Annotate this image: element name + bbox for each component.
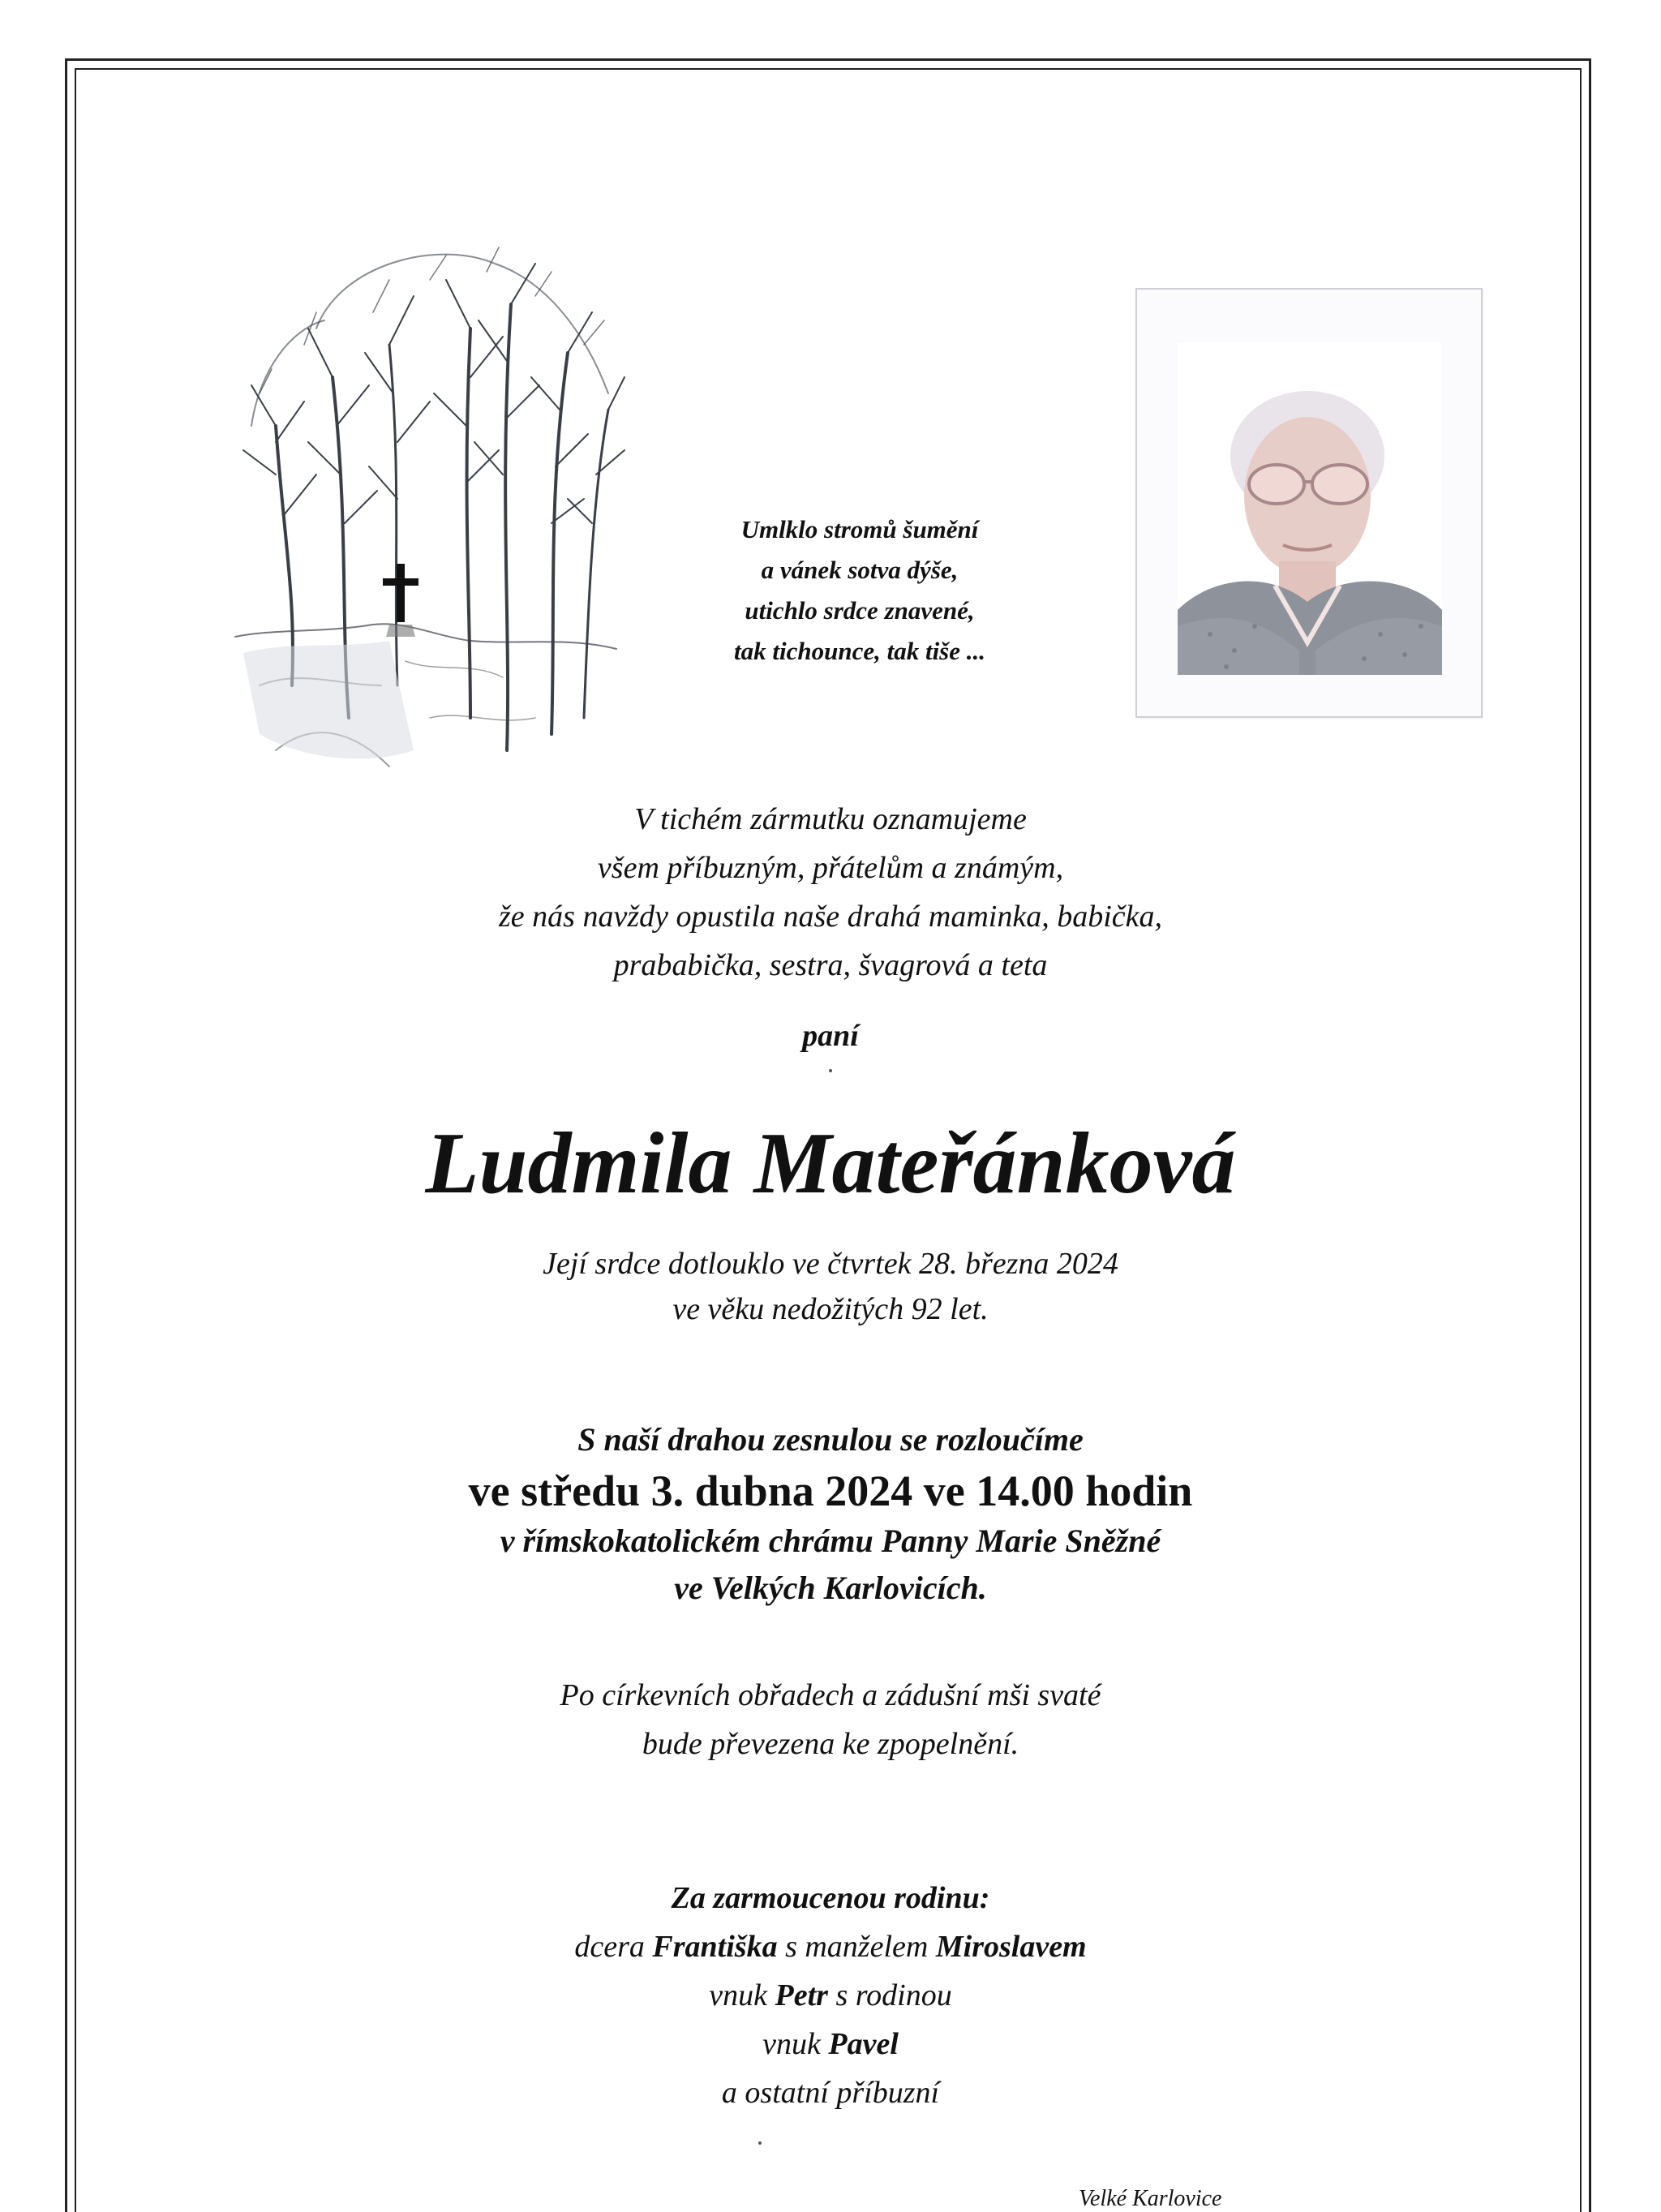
ceremony-info [0, 1415, 1661, 1612]
family-signature [0, 1874, 1661, 2117]
poem-line: Umlklo stromů šumění [740, 515, 979, 543]
family-line-daughter: dcera Františka s manželem Miroslavem [574, 1930, 1087, 1964]
after-ceremony [0, 1671, 1661, 1768]
dot-mark [829, 1069, 832, 1072]
poem-line: a vánek sotva dýše, [761, 556, 959, 584]
cross-icon [383, 564, 418, 622]
after-line: bude převezena ke zpopelnění. [642, 1727, 1019, 1761]
ceremony-venue: v římskokatolickém chrámu Panny Marie Sněžné [500, 1523, 1161, 1559]
dot-mark [758, 2141, 762, 2145]
family-line-grandson: vnuk Pavel [762, 2027, 899, 2061]
family-line-relatives: a ostatní příbuzní [721, 2076, 940, 2110]
announcement-line: prababička, sestra, švagrová a teta [613, 948, 1048, 982]
death-line: Její srdce dotlouklo ve čtvrtek 28. března 2024 [543, 1247, 1118, 1281]
ceremony-town: ve Velkých Karlovicích. [674, 1570, 987, 1606]
poem [633, 509, 1087, 672]
trees-cross-illustration [227, 231, 633, 799]
announcement-line: že nás navždy opustila naše drahá maminka, babička, [499, 900, 1162, 934]
announcement [0, 795, 1661, 990]
portrait-frame [1135, 288, 1483, 718]
poem-line: tak tichounce, tak tiše ... [734, 637, 985, 665]
ceremony-intro: S naší drahou zesnulou se rozloučíme [577, 1421, 1084, 1458]
portrait-photo [1178, 342, 1442, 675]
death-info [0, 1241, 1661, 1332]
ceremony-datetime: ve středu 3. dubna 2024 ve 14.00 hodin [468, 1467, 1193, 1515]
family-heading: Za zarmoucenou rodinu: [671, 1881, 990, 1915]
place-name: Velké Karlovice [1079, 2186, 1222, 2211]
death-line: ve věku nedožitých 92 let. [672, 1292, 989, 1326]
family-line-grandson: vnuk Petr s rodinou [709, 1978, 952, 2012]
after-line: Po církevních obřadech a zádušní mši svaté [560, 1678, 1101, 1712]
poem-line: utichlo srdce znavené, [745, 596, 975, 625]
title-word: paní [802, 1019, 859, 1053]
deceased-name: Ludmila Mateřánková [425, 1115, 1236, 1212]
announcement-line: V tichém zármutku oznamujeme [634, 802, 1027, 836]
announcement-line: všem příbuzným, přátelům a známým, [597, 851, 1064, 885]
